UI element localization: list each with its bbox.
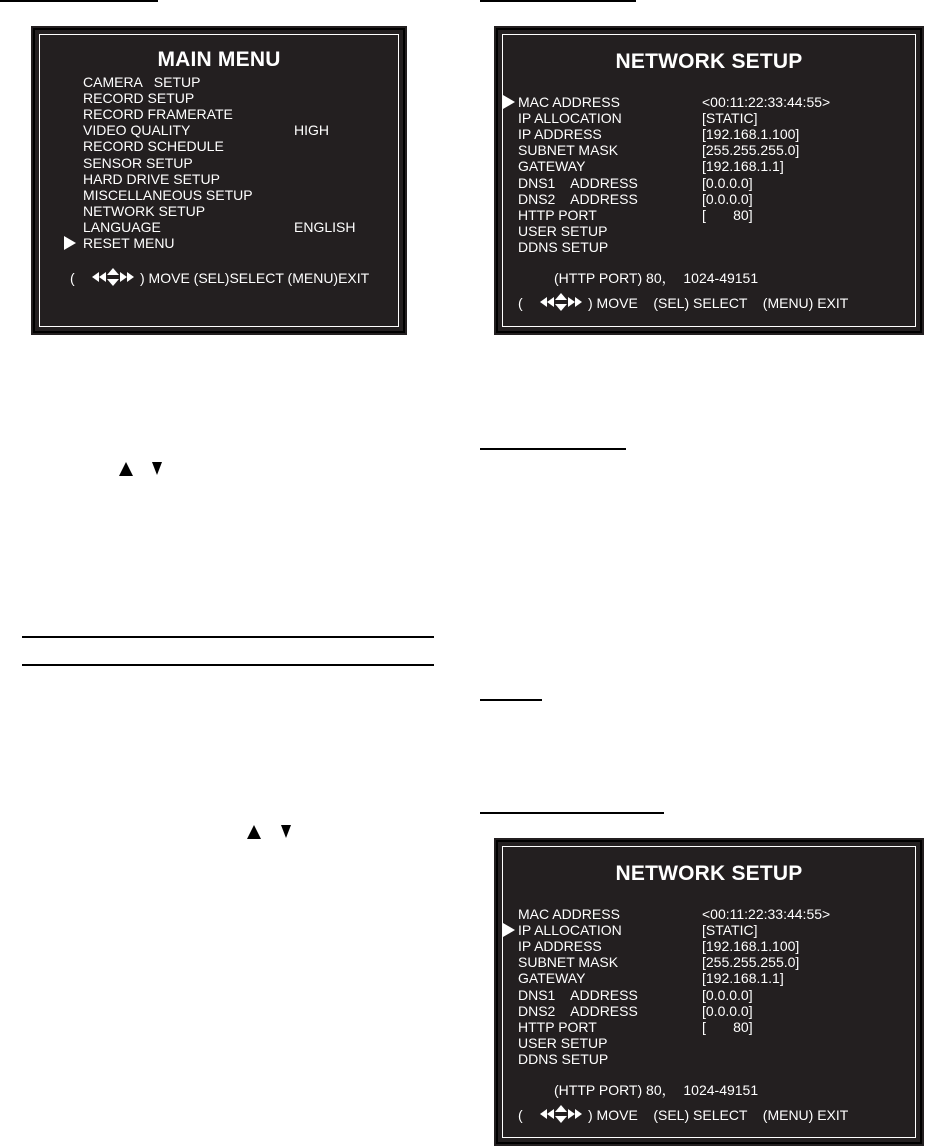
footer-navigation-hint: ) MOVE (SEL)SELECT (MENU)EXIT — [140, 270, 370, 286]
menu-item[interactable]: DNS1 ADDRESS — [518, 174, 638, 191]
network-setup-screen — [496, 840, 922, 1144]
menu-item[interactable]: RECORD SETUP — [83, 90, 195, 107]
footer-open-paren: ( — [70, 270, 75, 286]
footer-navigation-hint: ) MOVE (SEL) SELECT (MENU) EXIT — [588, 1107, 849, 1123]
menu-item[interactable]: LANGUAGE — [83, 218, 161, 235]
navigation-arrows-icon — [532, 291, 590, 313]
menu-item[interactable]: HARD DRIVE SETUP — [83, 170, 220, 187]
menu-item-value: [STATIC] — [702, 922, 758, 939]
menu-item-value: [ 80] — [702, 206, 753, 223]
menu-item[interactable]: USER SETUP — [518, 222, 608, 239]
menu-item[interactable]: GATEWAY — [518, 970, 586, 987]
heading-rule-bottom-right — [480, 812, 664, 814]
http-port-range-note: (HTTP PORT) 80， 1024-49151 — [554, 270, 759, 286]
network-setup-title: NETWORK SETUP — [615, 50, 803, 73]
menu-item-value: [ 80] — [702, 1018, 753, 1035]
menu-item[interactable]: HTTP PORT — [518, 1018, 597, 1035]
menu-item[interactable]: CAMERA SETUP — [83, 74, 201, 90]
menu-item[interactable]: IP ALLOCATION — [518, 922, 622, 939]
menu-item-value: HIGH — [294, 122, 329, 139]
menu-item[interactable]: VIDEO QUALITY — [83, 122, 191, 139]
menu-item-value: [192.168.1.100] — [702, 126, 800, 143]
heading-rule-top-left — [0, 0, 158, 2]
menu-item[interactable]: DNS2 ADDRESS — [518, 190, 638, 207]
navigation-arrows-icon — [532, 1103, 590, 1125]
menu-item-value: [192.168.1.100] — [702, 938, 800, 955]
menu-item[interactable]: RECORD SCHEDULE — [83, 138, 224, 155]
menu-item-value: [0.0.0.0] — [702, 174, 753, 191]
menu-item[interactable]: NETWORK SETUP — [83, 202, 206, 219]
menu-item-value: [192.168.1.1] — [702, 970, 784, 987]
footer-open-paren: ( — [518, 295, 523, 311]
selection-cursor-icon — [64, 236, 76, 250]
heading-rule-mid-right — [480, 448, 626, 450]
menu-item[interactable]: SENSOR SETUP — [83, 154, 193, 171]
main-menu-screen — [33, 28, 405, 333]
menu-item[interactable]: IP ADDRESS — [518, 938, 602, 955]
section-rule-left-1 — [22, 636, 434, 638]
main-menu-title: MAIN MENU — [157, 48, 281, 71]
heading-rule-top-right — [480, 0, 636, 2]
up-arrow-icon — [119, 462, 133, 476]
footer-navigation-hint: ) MOVE (SEL) SELECT (MENU) EXIT — [588, 295, 849, 311]
down-arrow-icon — [152, 462, 162, 475]
up-arrow-icon — [247, 825, 261, 839]
footer-open-paren: ( — [518, 1107, 523, 1123]
menu-item-value: <00:11:22:33:44:55> — [702, 94, 831, 110]
menu-item[interactable]: DNS1 ADDRESS — [518, 986, 638, 1003]
section-rule-left-2 — [22, 664, 434, 666]
selection-cursor-icon — [503, 95, 515, 109]
menu-item[interactable]: MAC ADDRESS — [518, 94, 620, 110]
menu-item-value: [0.0.0.0] — [702, 986, 753, 1003]
heading-rule-note — [480, 699, 542, 701]
menu-item[interactable]: DDNS SETUP — [518, 238, 609, 255]
selection-cursor-icon — [503, 923, 515, 937]
menu-item-value: [255.255.255.0] — [702, 954, 800, 971]
menu-item-value: [192.168.1.1] — [702, 158, 784, 175]
http-port-range-note: (HTTP PORT) 80， 1024-49151 — [554, 1082, 759, 1098]
network-setup-title: NETWORK SETUP — [615, 862, 803, 885]
menu-item[interactable]: SUBNET MASK — [518, 954, 619, 971]
menu-item[interactable]: GATEWAY — [518, 158, 586, 175]
menu-item-value: [0.0.0.0] — [702, 190, 753, 207]
network-setup-screen — [496, 28, 922, 333]
menu-item[interactable]: MISCELLANEOUS SETUP — [83, 186, 253, 203]
down-arrow-icon — [281, 825, 291, 838]
menu-item-value: [STATIC] — [702, 110, 758, 127]
menu-item[interactable]: HTTP PORT — [518, 206, 597, 223]
menu-item[interactable]: RECORD FRAMERATE — [83, 106, 233, 123]
menu-item-value: ENGLISH — [294, 218, 356, 235]
menu-item[interactable]: IP ADDRESS — [518, 126, 602, 143]
menu-item-value: <00:11:22:33:44:55> — [702, 906, 831, 922]
menu-item[interactable]: DDNS SETUP — [518, 1050, 609, 1067]
menu-item[interactable]: RESET MENU — [83, 235, 175, 251]
menu-item[interactable]: SUBNET MASK — [518, 142, 619, 159]
menu-item[interactable]: MAC ADDRESS — [518, 906, 620, 922]
menu-item-value: [255.255.255.0] — [702, 142, 800, 159]
menu-item[interactable]: USER SETUP — [518, 1034, 608, 1051]
menu-item[interactable]: IP ALLOCATION — [518, 110, 622, 127]
menu-item[interactable]: DNS2 ADDRESS — [518, 1002, 638, 1019]
menu-item-value: [0.0.0.0] — [702, 1002, 753, 1019]
navigation-arrows-icon — [84, 266, 142, 288]
